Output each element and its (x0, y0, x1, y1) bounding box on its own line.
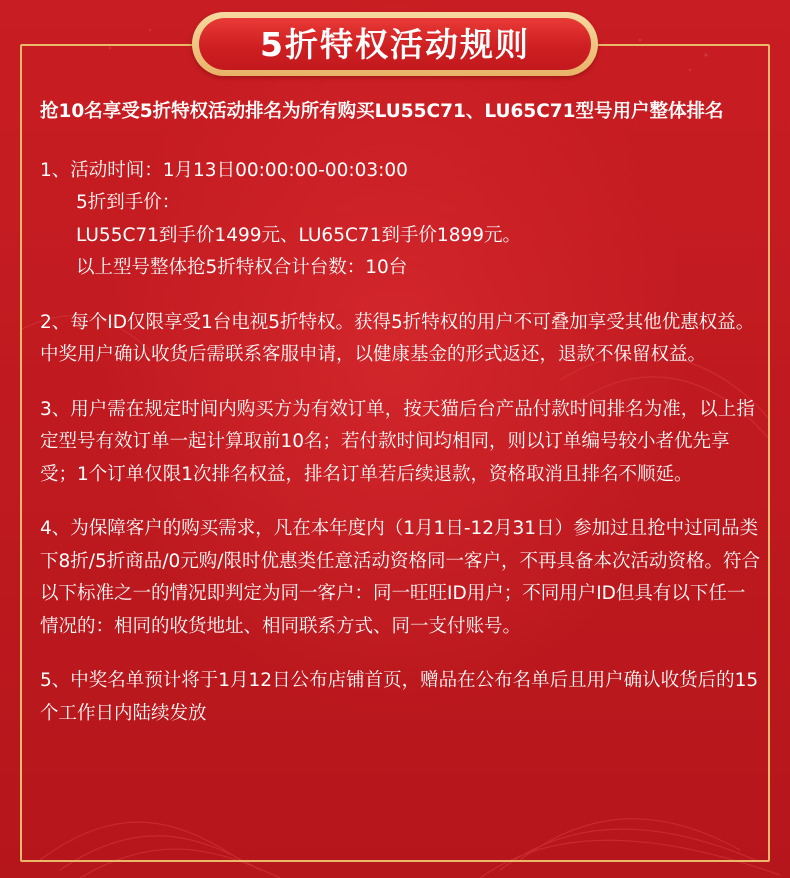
rule-2: 2、每个ID仅限享受1台电视5折特权。获得5折特权的用户不可叠加享受其他优惠权益。中奖用户确认收货后需联系客服申请，以健康基金的形式返还，退款不保留权益。 (40, 311, 755, 365)
rule-1-price-label: 5折到手价： (76, 192, 181, 213)
title-banner-inner (199, 18, 591, 70)
rule-4: 4、为保障客户的购买需求，凡在本年度内（1月1日-12月31日）参加过且抢中过同品类下8折/5折商品/0元购/限时优惠类任意活动资格同一客户，不再具备本次活动资格。符合以下标准之一的情况即判定为同一客户：同一旺旺ID用户；不同用户ID但具有以下任一情况的：相同的收货地址、相同联系方式、同一支付账号。 (40, 518, 761, 637)
rule-5: 5、中奖名单预计将于1月12日公布店铺首页，赠品在公布名单后且用户确认收货后的15个工作日内陆续发放 (40, 670, 759, 724)
rule-1-time: 1、活动时间：1月13日00:00:00-00:03:00 (40, 159, 408, 181)
rule-1-quantity: 以上型号整体抢5折特权合计台数：10台 (76, 257, 408, 278)
rule-3: 3、用户需在规定时间内购买方为有效订单，按天猫后台产品付款时间排名为准，以上指定型号有效订单一起计算取前10名；若付款时间均相同，则以订单编号较小者优先享受；1个订单仅限1次排名权益，排名订单若后续退款，资格取消且排名不顺延。 (40, 398, 755, 485)
rule-1-prices: LU55C71到手价1499元、LU65C71到手价1899元。 (76, 224, 522, 246)
title-banner (192, 12, 598, 76)
rules-content (40, 96, 760, 752)
intro-text: 抢10名享受5折特权活动排名为所有购买LU55C71、LU65C71型号用户整体排名 (40, 101, 724, 122)
page-title: 5折特权活动规则 (260, 24, 530, 64)
rule-1 (40, 155, 760, 285)
